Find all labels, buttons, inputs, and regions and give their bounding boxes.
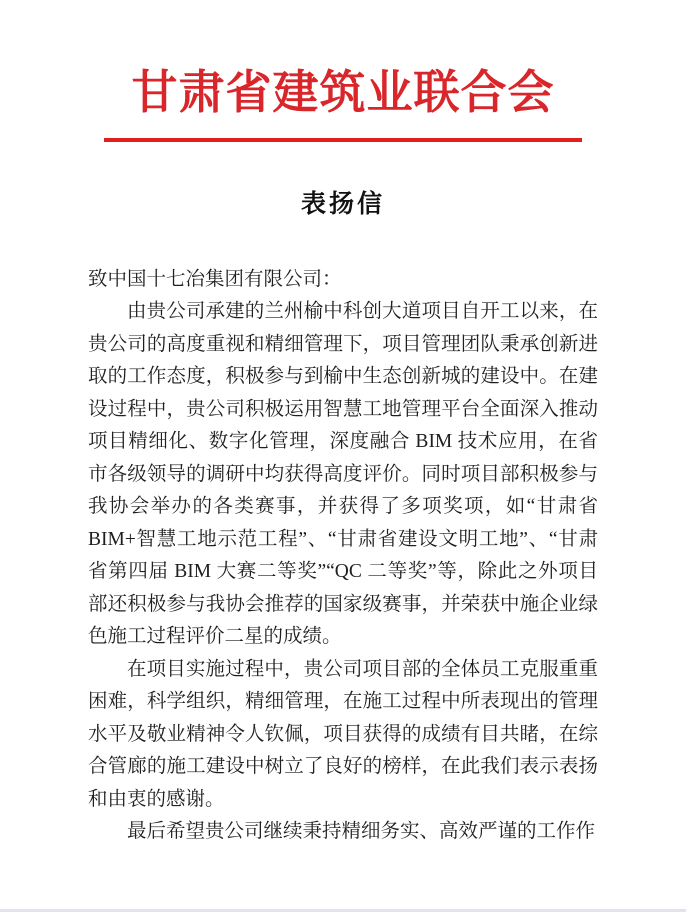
header-divider xyxy=(104,138,582,142)
body-paragraph: 在项目实施过程中，贵公司项目部的全体员工克服重重困难，科学组织，精细管理，在施工过程中所表现出的管理水平及敬业精神令人钦佩，项目获得的成绩有目共睹，在综合管廊的施工建设中树立了良好的榜样，在此我们表示表扬和由衷的感谢。 xyxy=(88,658,598,810)
salutation: 致中国十七冶集团有限公司： xyxy=(88,268,342,290)
letter-title: 表扬信 xyxy=(300,189,385,218)
body-paragraph: 最后希望贵公司继续秉持精细务实、高效严谨的工作作 xyxy=(127,821,596,842)
letter-body xyxy=(88,264,598,849)
body-paragraph: 由贵公司承建的兰州榆中科创大道项目自开工以来，在贵公司的高度重视和精细管理下，项目管理团队秉承创新进取的工作态度，积极参与到榆中生态创新城的建设中。在建设过程中，贵公司积极运用智慧工地管理平台全面深入推动项目精细化、数字化管理，深度融合 BIM 技术应用，在省市各级领导的调研中均获得高度评价。同时项目部积极参与我协会举办的各类赛事，并获得了多项奖项，如“甘肃省 BIM+智慧工地示范工程”、“甘肃省建设文明工地”、“甘肃省第四届 BIM 大赛二等奖”“QC 二等奖”等，除此之外项目部还积极参与我协会推荐的国家级赛事，并荣获中施企业绿色施工过程评价二星的成绩。 xyxy=(88,301,598,647)
org-name-header: 甘肃省建筑业联合会 xyxy=(131,67,555,118)
